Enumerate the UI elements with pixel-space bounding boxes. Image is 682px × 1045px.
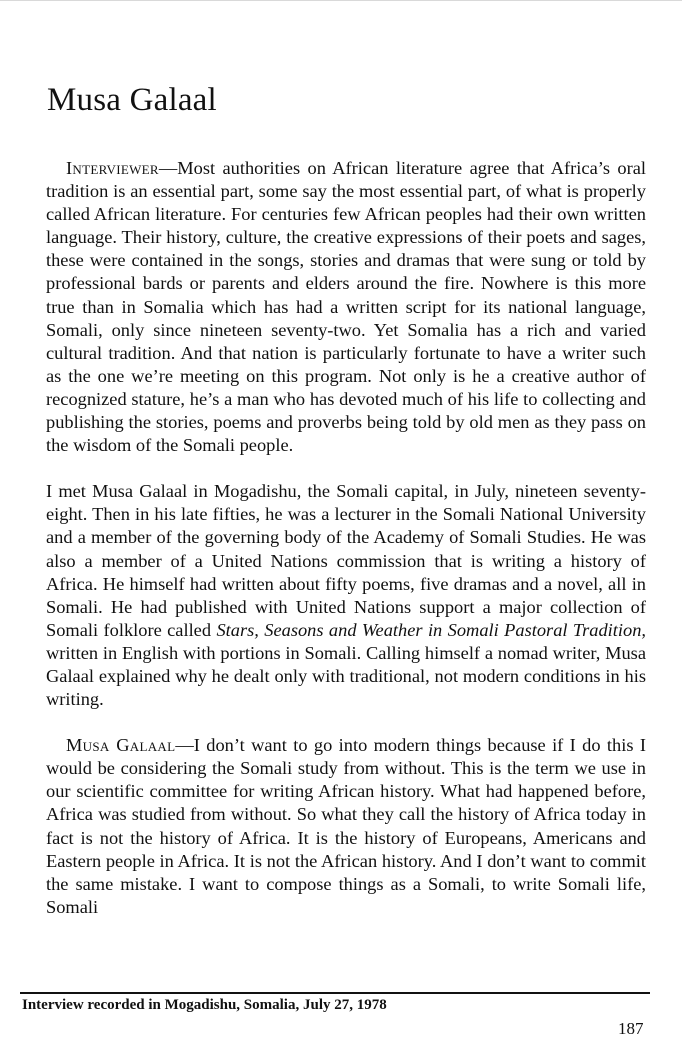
paragraph-musa-galaal-answer [46, 734, 646, 919]
paragraph-text: I don’t want to go into modern things because if I do this I would be considering the Somali study from without. This is the term we use in our scientific committee for writing African history. What had happened before, Africa was studied from without. So what they call the history of Africa today in fact is not the history of Africa. It is the history of Europeans, Americans and Eastern people in Africa. It is not the African history. And I don’t want to commit the same mistake. I want to compose things as a Somali, to write Somali life, Somali [46, 735, 646, 917]
paragraph-interviewer-intro [46, 157, 646, 457]
speaker-musa-galaal: Musa Galaal [66, 735, 176, 756]
book-title: Stars, Seasons and Weather in Somali Pastoral Tradition, [216, 619, 646, 640]
paragraph-text-before-title: I met Musa Galaal in Mogadishu, the Somali capital, in July, nineteen seventy-eight. Then in his late fifties, he was a lecturer in the Somali National University and a member of the governing body of the Academy of Somali Studies. He was also a member of a United Nations commission that is writing a history of Africa. He himself had written about fifty poems, five dramas and a novel, all in Somali. He had published with United Nations support a major collection of Somali folklore called [46, 481, 646, 640]
top-border-line [0, 0, 682, 1]
footnote: Interview recorded in Mogadishu, Somalia, July 27, 1978 [22, 997, 387, 1013]
paragraph-text: Most authorities on African literature agree that Africa’s oral tradition is an essential part, some say the most essential part, of what is properly called African literature. For centuries few African peoples had their own written language. Their history, culture, the creative expressions of their poets and sages, these were contained in the songs, stories and dramas that were sung or told by professional bards or parents and elders around the fire. Nowhere is this more true than in Somalia which has had a written script for its national language, Somali, only since nineteen seventy-two. Yet Somalia has a rich and varied cultural tradition. And that nation is particularly fortunate to have a writer such as the one we’re meeting on this program. Not only is he a creative author of recognized stature, he’s a man who has devoted much of his life to collecting and publishing the stories, poems and proverbs being told by old men as they pass on the wisdom of the Somali people. [46, 158, 646, 456]
page-number: 187 [618, 1019, 644, 1038]
page-title: Musa Galaal [47, 82, 217, 118]
paragraph-background [46, 480, 646, 711]
speaker-dash: — [175, 735, 194, 756]
speaker-dash: — [158, 158, 178, 178]
interview-body [46, 157, 646, 919]
paragraph-text-after-title: written in English with portions in Somali. Calling himself a nomad writer, Musa Galaal explained why he dealt only with traditional, not modern conditions in his writing. [46, 642, 646, 710]
footnote-divider [20, 992, 650, 994]
speaker-interviewer: Interviewer [66, 158, 159, 178]
